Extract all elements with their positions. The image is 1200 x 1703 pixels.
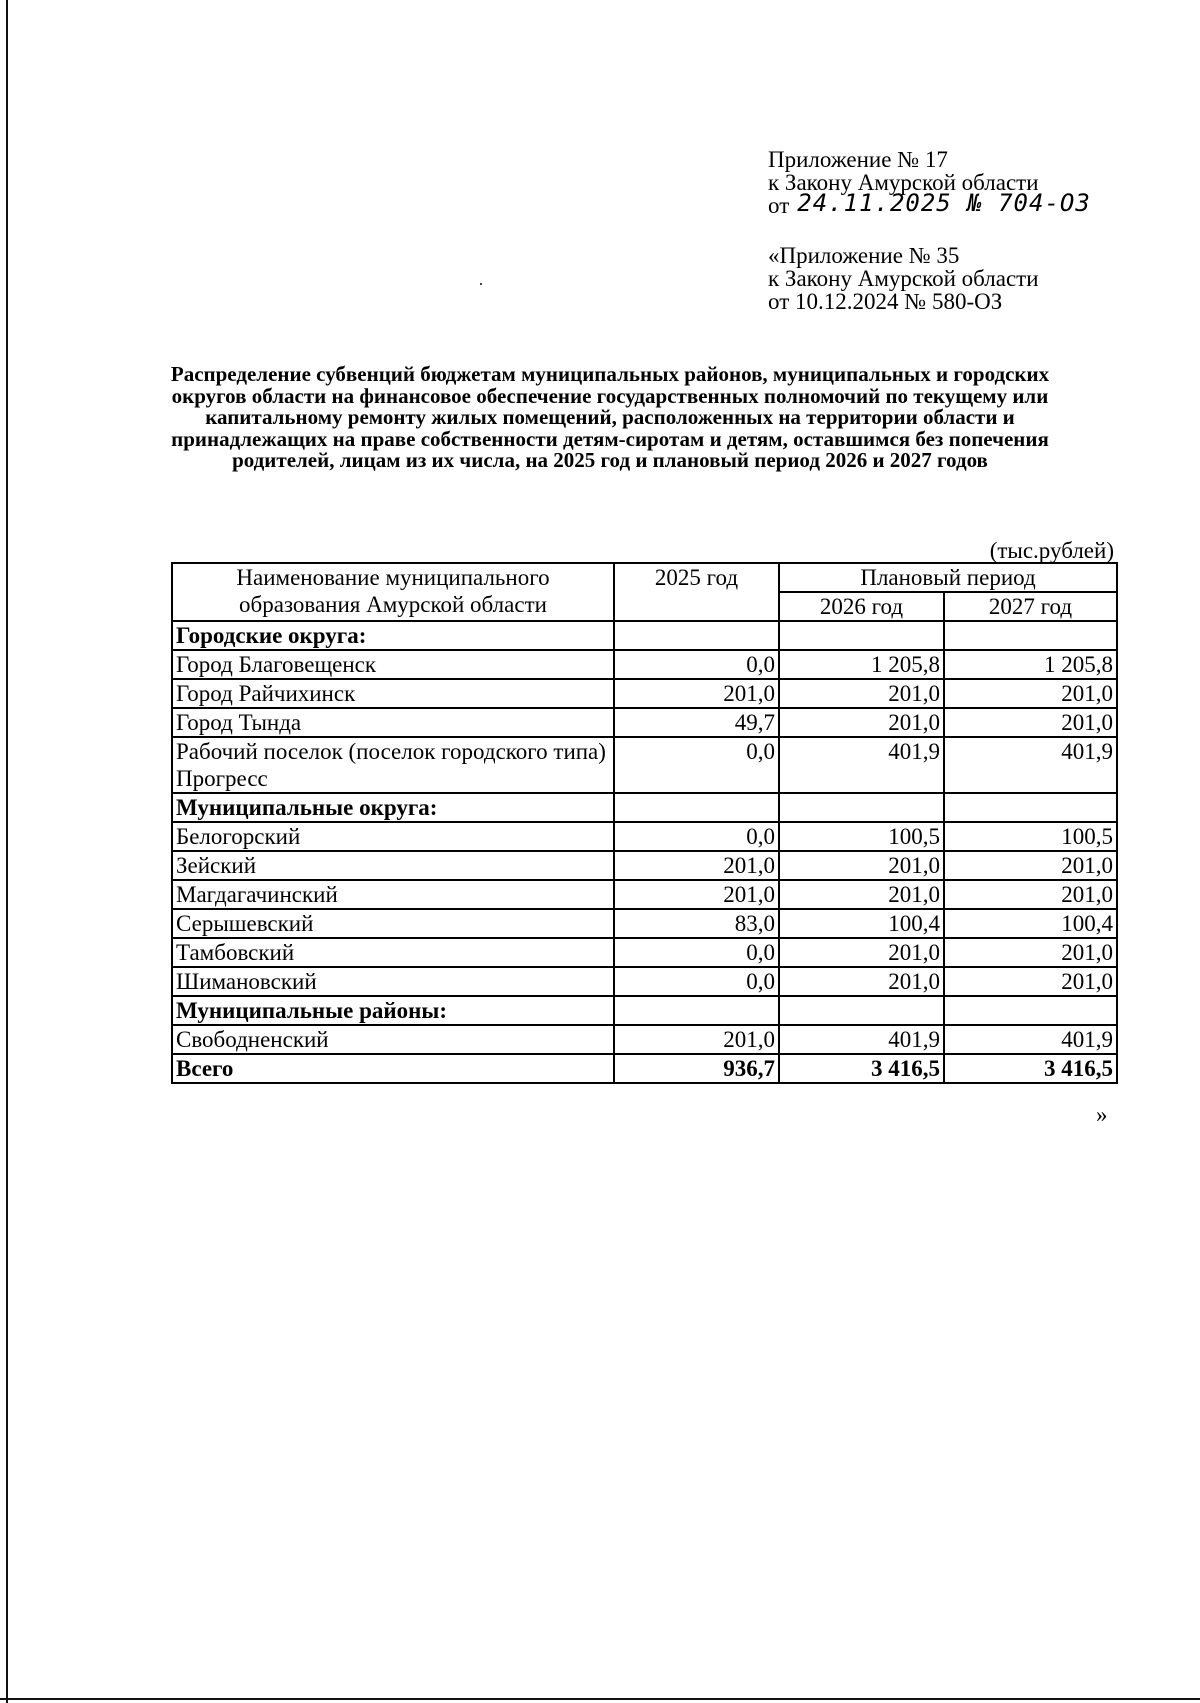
value-2027: 1 205,8 [944,650,1117,679]
value-2026: 201,0 [779,708,944,737]
appendix-law: к Закону Амурской области [768,170,1039,195]
table-row [172,650,1117,679]
value-2026: 100,5 [779,822,944,851]
value-2026: 201,0 [779,967,944,996]
section-label: Городские округа: [172,621,614,650]
table-row [172,822,1117,851]
table-row [172,708,1117,737]
page-edge-bottom [0,1698,1200,1700]
value-2025: 0,0 [614,650,779,679]
document-title: Распределение субвенций бюджетам муниципальных районов, муниципальных и городских округов области на финансовое обеспечение государственных полномочий по текущему или капитальному ремонту жилых помещений, расположенных на территории области и принадлежащих на праве собственности детям-сиротам и детям, оставшимся без попечения родителей, лицам из их числа, на 2025 год и плановый период 2026 и 2027 годов [170,362,1050,472]
municipality-name: Свободненский [172,1025,614,1054]
empty-cell [614,996,779,1025]
value-2027: 201,0 [944,708,1117,737]
value-2027: 201,0 [944,880,1117,909]
value-2026: 201,0 [779,679,944,708]
table-row [172,967,1117,996]
value-2025: 201,0 [614,880,779,909]
value-2026: 3 416,5 [779,1054,944,1083]
page-edge-left [6,0,8,1703]
empty-cell [944,793,1117,822]
municipality-name: Город Райчихинск [172,679,614,708]
value-2027: 201,0 [944,967,1117,996]
value-2026: 401,9 [779,737,944,793]
empty-cell [779,793,944,822]
table-section-row [172,996,1117,1025]
units-label: (тыс.рублей) [989,538,1114,563]
value-2025: 0,0 [614,938,779,967]
handwritten-date-number: 24.11.2025 № 704-ОЗ [797,189,1091,217]
header-2027: 2027 год [944,592,1117,621]
header-planned-period: Плановый период [779,563,1117,592]
original-appendix-number: «Приложение № 35 [768,243,960,268]
value-2027: 100,4 [944,909,1117,938]
table-row [172,1025,1117,1054]
table-row [172,679,1117,708]
total-row [172,1054,1117,1083]
value-2027: 3 416,5 [944,1054,1117,1083]
municipality-name: Всего [172,1054,614,1083]
municipality-name: Зейский [172,851,614,880]
municipality-name: Город Благовещенск [172,650,614,679]
value-2026: 100,4 [779,909,944,938]
header-2026: 2026 год [779,592,944,621]
subvention-table [171,562,1118,1084]
empty-cell [779,996,944,1025]
value-2025: 0,0 [614,967,779,996]
value-2025: 83,0 [614,909,779,938]
table-section-row [172,621,1117,650]
value-2027: 201,0 [944,938,1117,967]
value-2026: 201,0 [779,938,944,967]
table-section-row [172,793,1117,822]
table-row [172,938,1117,967]
empty-cell [614,793,779,822]
value-2026: 201,0 [779,851,944,880]
table-row [172,737,1117,793]
value-2025: 201,0 [614,679,779,708]
value-2026: 201,0 [779,880,944,909]
appendix-date-prefix: от [768,193,790,218]
value-2026: 401,9 [779,1025,944,1054]
value-2027: 201,0 [944,679,1117,708]
original-appendix-date: от 10.12.2024 № 580-ОЗ [768,289,1003,314]
value-2025: 936,7 [614,1054,779,1083]
value-2027: 401,9 [944,737,1117,793]
value-2025: 49,7 [614,708,779,737]
municipality-name: Город Тында [172,708,614,737]
municipality-name: Серышевский [172,909,614,938]
value-2026: 1 205,8 [779,650,944,679]
scan-speck [480,283,482,285]
table-row [172,880,1117,909]
table-body [172,621,1117,1083]
municipality-name: Магдагачинский [172,880,614,909]
header-name: Наименование муниципального образования Амурской области [172,563,614,621]
municipality-name: Шимановский [172,967,614,996]
value-2027: 201,0 [944,851,1117,880]
empty-cell [944,621,1117,650]
section-label: Муниципальные районы: [172,996,614,1025]
table-row [172,909,1117,938]
table-header-row [172,563,1117,592]
municipality-name: Рабочий поселок (поселок городского типа) Прогресс [172,737,614,793]
empty-cell [779,621,944,650]
closing-quote: » [1096,1102,1108,1127]
municipality-name: Белогорский [172,822,614,851]
value-2025: 201,0 [614,851,779,880]
empty-cell [614,621,779,650]
value-2027: 401,9 [944,1025,1117,1054]
value-2027: 100,5 [944,822,1117,851]
appendix-header [768,148,1091,217]
municipality-name: Тамбовский [172,938,614,967]
value-2025: 201,0 [614,1025,779,1054]
table-row [172,851,1117,880]
original-appendix-law: к Закону Амурской области [768,266,1039,291]
original-appendix-header [768,244,1039,313]
empty-cell [944,996,1117,1025]
section-label: Муниципальные округа: [172,793,614,822]
value-2025: 0,0 [614,737,779,793]
appendix-number: Приложение № 17 [768,147,948,172]
appendix-date-line [768,189,1091,218]
header-2025: 2025 год [614,563,779,621]
value-2025: 0,0 [614,822,779,851]
